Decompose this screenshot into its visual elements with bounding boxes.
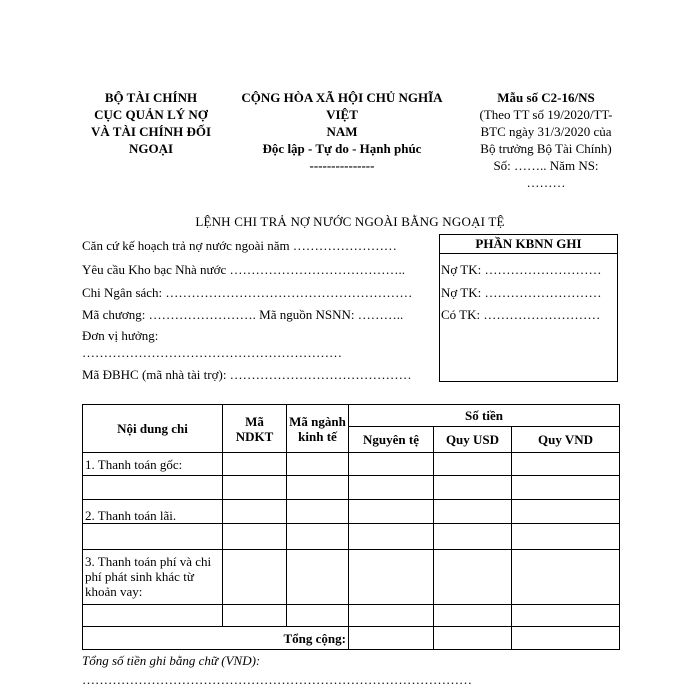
agency-line3: VÀ TÀI CHÍNH ĐỐI (90, 124, 212, 139)
table-row (83, 500, 620, 524)
header-original-currency: Nguyên tệ (349, 427, 434, 453)
header-ndkt: Mã NDKT (223, 405, 287, 453)
table-row (83, 550, 620, 605)
amount-in-words-dots: ……………………………………………………………………………… (82, 672, 472, 687)
kbnn-box (439, 234, 618, 382)
national-line1: CỘNG HÒA XÃ HỘI CHỦ NGHĨA VIỆT (241, 90, 443, 122)
field-unit-label: Đơn vị hưởng: (82, 328, 159, 343)
form-ref-line1: (Theo TT số 19/2020/TT- (479, 107, 613, 122)
header-content: Nội dung chi (83, 405, 223, 453)
agency-line2: CỤC QUẢN LÝ NỢ (94, 107, 208, 122)
kbnn-debit-1: Nợ TK: ……………………… (441, 262, 602, 277)
national-header (228, 89, 456, 174)
table-row (83, 524, 620, 550)
agency-header (80, 89, 222, 157)
table-total-row (83, 627, 620, 650)
motto-rule: --------------- (309, 158, 375, 173)
field-unit-dots: …………………………………………………… (82, 345, 342, 360)
expense-table (82, 404, 620, 650)
row-fees-label: 3. Thanh toán phí và chi phí phát sinh khác từ khoản vay: (83, 550, 223, 605)
row-interest-label: 2. Thanh toán lãi. (83, 500, 223, 524)
agency-line4: NGOẠI (128, 141, 174, 156)
form-reference (466, 89, 626, 191)
table-row (83, 453, 620, 476)
kbnn-title: PHẦN KBNN GHI (440, 235, 617, 254)
form-number-line: Số: …….. Năm NS: (493, 158, 599, 173)
form-ref-line3: Bộ trưởng Bộ Tài Chính) (480, 141, 612, 156)
field-budget: Chi Ngân sách: ………………………………………………… (82, 285, 413, 300)
national-line2: NAM (326, 124, 358, 139)
motto: Độc lập - Tự do - Hạnh phúc (262, 141, 422, 156)
total-label: Tổng cộng: (83, 627, 349, 650)
header-amount: Số tiền (349, 405, 620, 427)
kbnn-credit: Có TK: ……………………… (441, 307, 601, 322)
form-number-line2: ……… (526, 175, 566, 190)
header-usd: Quy USD (434, 427, 512, 453)
agency-line1: BỘ TÀI CHÍNH (104, 90, 198, 105)
field-dbhc: Mã ĐBHC (mã nhà tài trợ): …………………………………… (82, 367, 412, 382)
row-principal-label: 1. Thanh toán gốc: (83, 453, 223, 476)
field-plan: Căn cứ kế hoạch trả nợ nước ngoài năm …………………… (82, 238, 397, 253)
field-chapter: Mã chương: ……………………. Mã nguồn NSNN: ……….. (82, 307, 404, 322)
field-request: Yêu cầu Kho bạc Nhà nước ………………………………….. (82, 262, 405, 277)
document-title: LỆNH CHI TRẢ NỢ NƯỚC NGOÀI BẰNG NGOẠI TỆ (195, 214, 505, 229)
table-row (83, 476, 620, 500)
table-row (83, 605, 620, 627)
amount-in-words-label: Tổng số tiền ghi bằng chữ (VND): (82, 653, 261, 668)
kbnn-debit-2: Nợ TK: ……………………… (441, 285, 602, 300)
form-ref-line2: BTC ngày 31/3/2020 của (480, 124, 612, 139)
header-vnd: Quy VND (512, 427, 620, 453)
form-number: Mẫu số C2-16/NS (497, 90, 595, 105)
header-economic-sector: Mã ngành kinh tế (287, 405, 349, 453)
